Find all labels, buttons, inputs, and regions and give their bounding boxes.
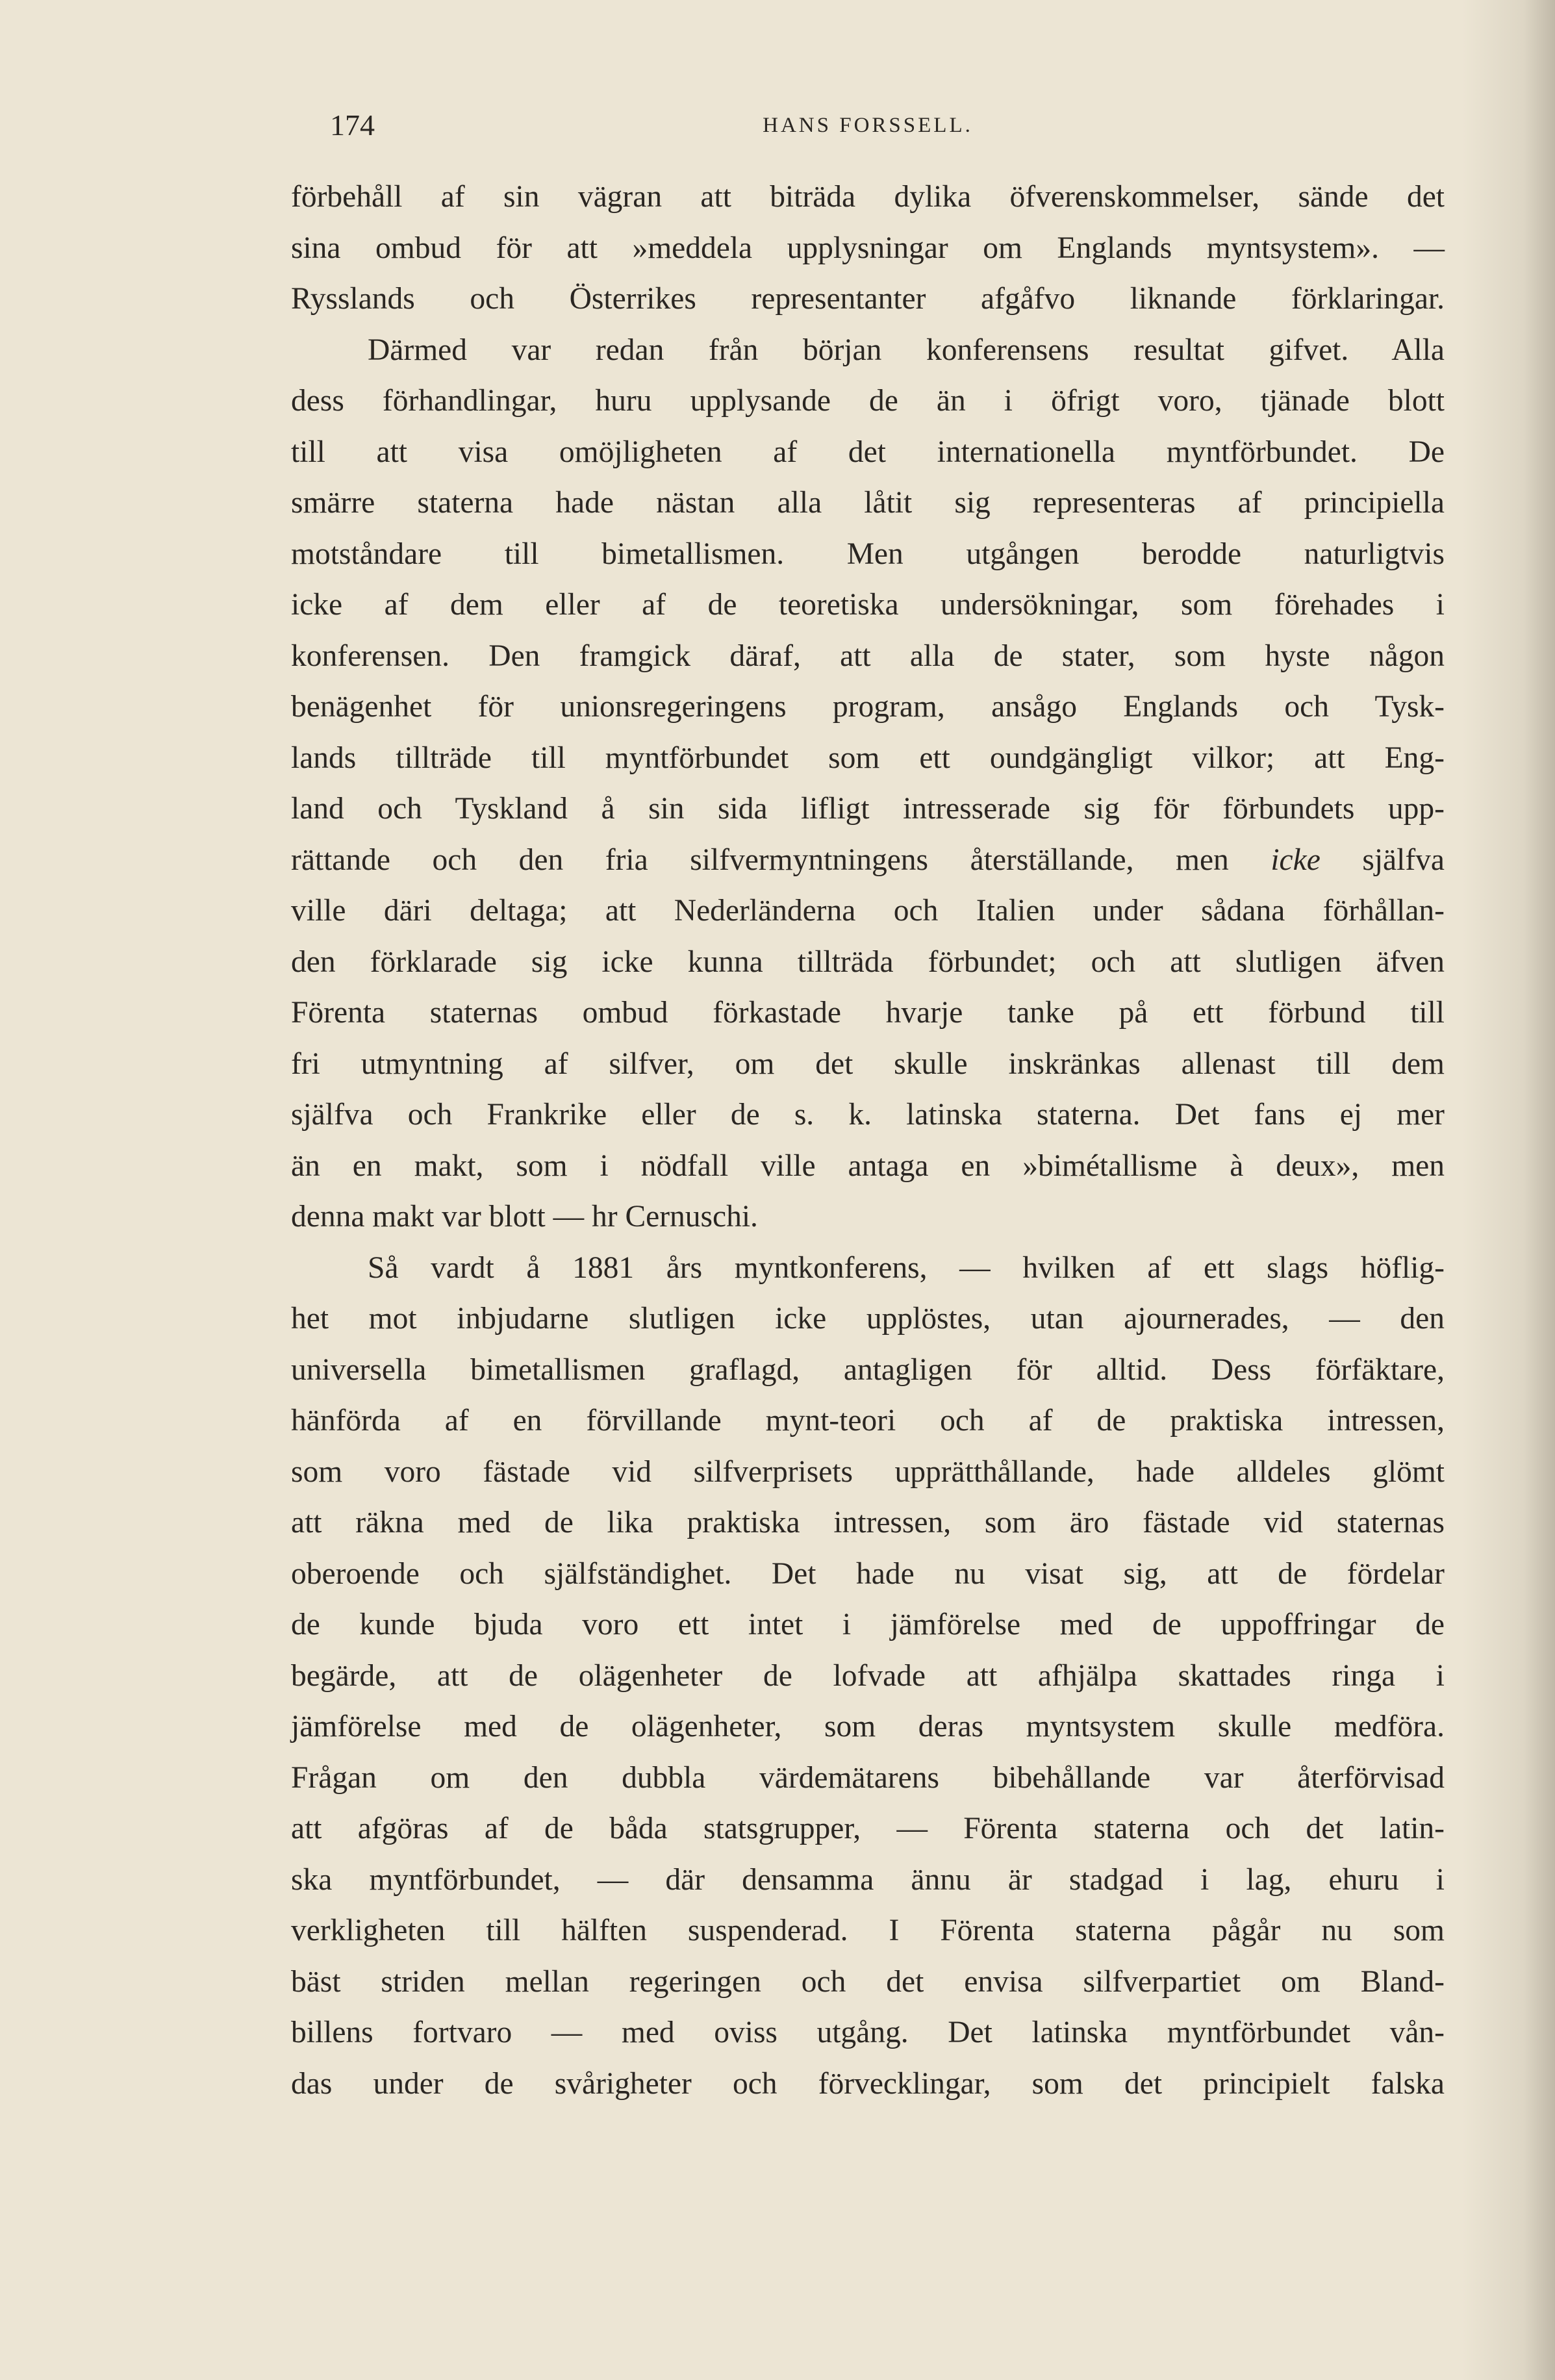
body-text [291, 171, 1445, 2109]
text-line: jämförelse med de olägenheter, som deras myntsystem skulle medföra. [291, 1710, 1445, 1743]
page-header [291, 103, 1445, 148]
text-line: ska myntförbundet, — där densamma ännu är stadgad i lag, ehuru i [291, 1862, 1445, 1897]
text-line: billens fortvaro — med oviss utgång. Det latinska myntförbundet vån- [291, 2016, 1445, 2049]
text-line: som voro fästade vid silfverprisets upprätthållande, hade alldeles glömt [291, 1454, 1445, 1489]
text-line: att räkna med de lika praktiska intressen, som äro fästade vid staternas [291, 1506, 1445, 1539]
text-line: denna makt var blott — hr Cernuschi. [291, 1200, 758, 1234]
text-line: till att visa omöjligheten af det internationella myntförbundet. De [291, 435, 1445, 469]
text-line: dess förhandlingar, huru upplysande de än i öfrigt voro, tjänade blott [291, 384, 1445, 418]
text-line: oberoende och själfständighet. Det hade nu visat sig, att de fördelar [291, 1556, 1445, 1591]
text-line: de kunde bjuda voro ett intet i jämförelse med de uppoffringar de [291, 1608, 1445, 1641]
page-number: 174 [330, 108, 375, 142]
text-segment: själfva [1320, 842, 1445, 877]
text-line: än en makt, som i nödfall ville antaga en »bimétallisme à deux», men [291, 1148, 1445, 1183]
text-line: icke af dem eller af de teoretiska undersökningar, som förehades i [291, 588, 1445, 622]
text-line: hänförda af en förvillande mynt-teori och af de praktiska intressen, [291, 1404, 1445, 1437]
text-line: benägenhet för unionsregeringens program, ansågo Englands och Tysk- [291, 690, 1445, 724]
text-line: att afgöras af de båda statsgrupper, — Förenta staterna och det latin- [291, 1812, 1445, 1845]
text-line: lands tillträde till myntförbundet som ett oundgängligt vilkor; att Eng- [291, 741, 1445, 775]
italic-word: icke [1271, 842, 1321, 877]
text-line: själfva och Frankrike eller de s. k. latinska staterna. Det fans ej mer [291, 1098, 1445, 1132]
text-segment: rättande och den fria silfvermyntningens återställande, men [291, 842, 1271, 877]
text-line: begärde, att de olägenheter de lofvade att afhjälpa skattades ringa i [291, 1658, 1445, 1693]
text-line: Förenta staternas ombud förkastade hvarje tanke på ett förbund till [291, 996, 1445, 1030]
running-head: HANS FORSSELL. [763, 114, 973, 137]
text-line: motståndare till bimetallismen. Men utgången berodde naturligtvis [291, 537, 1445, 571]
text-line: konferensen. Den framgick däraf, att alla de stater, som hyste någon [291, 639, 1445, 673]
text-line: ville däri deltaga; att Nederländerna och Italien under sådana förhållan- [291, 894, 1445, 928]
text-line: das under de svårigheter och förvecklingar, som det principielt falska [291, 2066, 1445, 2101]
text-line: land och Tyskland å sin sida lifligt intresserade sig för förbundets upp- [291, 792, 1445, 826]
text-line: fri utmyntning af silfver, om det skulle inskränkas allenast till dem [291, 1046, 1445, 1081]
text-line: förbehåll af sin vägran att biträda dylika öfverenskommelser, sände det [291, 180, 1445, 214]
text-line: Rysslands och Österrikes representanter afgåfvo liknande förklaringar. [291, 282, 1445, 316]
text-line: Frågan om den dubbla värdemätarens bibehållande var återförvisad [291, 1760, 1445, 1795]
text-line: smärre staterna hade nästan alla låtit sig representeras af principiella [291, 486, 1445, 520]
text-line: universella bimetallismen graflagd, antagligen för alltid. Dess förfäktare, [291, 1352, 1445, 1387]
text-line-with-italic [291, 835, 1445, 886]
text-line: het mot inbjudarne slutligen icke upplöstes, utan ajournerades, — den [291, 1302, 1445, 1336]
text-line: bäst striden mellan regeringen och det envisa silfverpartiet om Bland- [291, 1964, 1445, 1999]
text-line: verkligheten till hälften suspenderad. I Förenta staterna pågår nu som [291, 1914, 1445, 1947]
text-line: sina ombud för att »meddela upplysningar om Englands myntsystem». — [291, 231, 1445, 265]
text-line: den förklarade sig icke kunna tillträda förbundet; och att slutligen äfven [291, 944, 1445, 979]
text-line: Så vardt å 1881 års myntkonferens, — hvilken af ett slags höflig- [368, 1250, 1445, 1285]
text-line: Därmed var redan från början konferensens resultat gifvet. Alla [368, 333, 1445, 367]
